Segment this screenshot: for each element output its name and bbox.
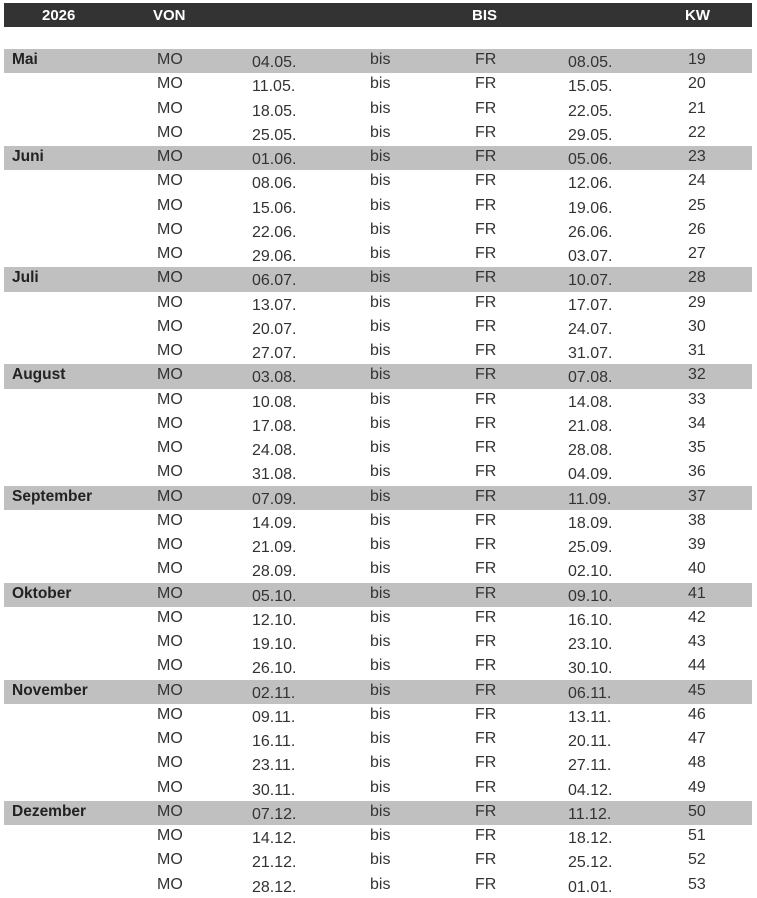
date-from: 17.08.	[252, 417, 297, 435]
month-first-row	[4, 49, 752, 73]
date-to: 06.11.	[568, 684, 612, 702]
weekday-fr: FR	[475, 269, 497, 287]
date-to: 01.01.	[568, 878, 613, 896]
date-to: 18.12.	[568, 830, 613, 847]
table-row	[4, 631, 752, 655]
bis-label: bis	[370, 730, 391, 747]
weekday-mo: MO	[157, 99, 183, 117]
month-label: Dezember	[12, 802, 87, 820]
date-from: 21.12.	[252, 854, 297, 872]
weekday-fr: FR	[475, 172, 497, 190]
kw-number: 50	[688, 802, 706, 820]
table-row	[4, 728, 752, 752]
bis-label: bis	[370, 245, 391, 262]
header-von: VON	[153, 7, 186, 24]
date-from: 08.06.	[252, 175, 297, 193]
kw-number: 19	[688, 51, 706, 68]
weekday-mo: MO	[157, 560, 183, 578]
month-first-row	[4, 801, 752, 825]
date-to: 20.11.	[568, 733, 612, 750]
weekday-fr: FR	[475, 196, 497, 214]
month-first-row	[4, 486, 752, 510]
date-from: 20.07.	[252, 320, 297, 338]
date-from: 10.08.	[252, 393, 297, 411]
date-to: 14.08.	[568, 393, 613, 411]
kw-number: 53	[688, 875, 706, 893]
date-from: 23.11.	[252, 757, 296, 775]
weekday-mo: MO	[157, 196, 183, 214]
date-to: 23.10.	[568, 636, 613, 653]
table-row	[4, 849, 752, 873]
weekday-mo: MO	[157, 342, 183, 359]
bis-label: bis	[370, 269, 391, 287]
bis-label: bis	[370, 487, 391, 505]
table-row	[4, 292, 752, 316]
date-from: 25.05.	[252, 126, 297, 144]
header-kw: KW	[685, 7, 710, 24]
weekday-fr: FR	[475, 487, 497, 505]
weekday-fr: FR	[475, 99, 497, 117]
weekday-mo: MO	[157, 608, 183, 626]
bis-label: bis	[370, 536, 391, 553]
date-from: 29.06.	[252, 248, 297, 265]
kw-number: 39	[688, 536, 706, 553]
weekday-mo: MO	[157, 487, 183, 505]
kw-number: 29	[688, 293, 706, 311]
bis-label: bis	[370, 827, 391, 844]
date-to: 22.05.	[568, 102, 613, 120]
weekday-mo: MO	[157, 536, 183, 553]
table-row	[4, 389, 752, 413]
date-to: 26.06.	[568, 223, 613, 241]
weekday-fr: FR	[475, 730, 497, 747]
weekday-fr: FR	[475, 123, 497, 141]
bis-label: bis	[370, 220, 391, 238]
table-row	[4, 461, 752, 485]
table-row	[4, 122, 752, 146]
weekday-mo: MO	[157, 51, 183, 68]
table-row	[4, 73, 752, 97]
date-to: 13.11.	[568, 708, 612, 726]
date-to: 15.05.	[568, 78, 613, 96]
weekday-mo: MO	[157, 681, 183, 699]
weekday-fr: FR	[475, 608, 497, 626]
bis-label: bis	[370, 633, 391, 650]
date-from: 11.05.	[252, 78, 296, 96]
date-to: 12.06.	[568, 175, 613, 193]
weekday-fr: FR	[475, 414, 497, 432]
weekday-mo: MO	[157, 584, 183, 602]
kw-number: 49	[688, 778, 706, 796]
weekday-fr: FR	[475, 536, 497, 553]
bis-label: bis	[370, 802, 391, 820]
bis-label: bis	[370, 681, 391, 699]
date-from: 04.05.	[252, 54, 297, 71]
bis-label: bis	[370, 851, 391, 869]
date-to: 30.10.	[568, 660, 613, 678]
date-to: 17.07.	[568, 296, 613, 314]
date-from: 26.10.	[252, 660, 297, 678]
date-from: 14.12.	[252, 830, 297, 847]
kw-number: 35	[688, 439, 706, 456]
month-first-row	[4, 583, 752, 607]
weekday-mo: MO	[157, 172, 183, 190]
table-row	[4, 340, 752, 364]
table-row	[4, 752, 752, 776]
bis-label: bis	[370, 754, 391, 772]
weekday-fr: FR	[475, 148, 497, 165]
bis-label: bis	[370, 875, 391, 893]
table-row	[4, 874, 752, 898]
table-row	[4, 777, 752, 801]
kw-number: 27	[688, 245, 706, 262]
bis-label: bis	[370, 366, 391, 384]
weekday-mo: MO	[157, 293, 183, 311]
date-to: 11.09.	[568, 490, 612, 508]
kw-number: 46	[688, 705, 706, 723]
date-from: 05.10.	[252, 587, 297, 605]
month-label: Oktober	[12, 584, 72, 602]
weekday-mo: MO	[157, 730, 183, 747]
calendar-week-table	[4, 49, 752, 898]
weekday-mo: MO	[157, 778, 183, 796]
weekday-fr: FR	[475, 560, 497, 578]
date-from: 06.07.	[252, 272, 297, 290]
date-to: 11.12.	[568, 805, 612, 823]
date-from: 03.08.	[252, 369, 297, 387]
date-to: 02.10.	[568, 563, 613, 581]
weekday-fr: FR	[475, 754, 497, 772]
weekday-fr: FR	[475, 657, 497, 675]
kw-number: 43	[688, 633, 706, 650]
weekday-mo: MO	[157, 875, 183, 893]
table-row	[4, 825, 752, 849]
table-header	[4, 3, 752, 27]
table-row	[4, 437, 752, 461]
bis-label: bis	[370, 414, 391, 432]
month-first-row	[4, 267, 752, 291]
date-from: 27.07.	[252, 345, 297, 362]
weekday-mo: MO	[157, 123, 183, 141]
weekday-mo: MO	[157, 633, 183, 650]
bis-label: bis	[370, 75, 391, 93]
kw-number: 25	[688, 196, 706, 214]
date-from: 09.11.	[252, 708, 296, 726]
kw-number: 30	[688, 317, 706, 335]
weekday-fr: FR	[475, 390, 497, 408]
weekday-fr: FR	[475, 317, 497, 335]
bis-label: bis	[370, 439, 391, 456]
kw-number: 28	[688, 269, 706, 287]
weekday-mo: MO	[157, 317, 183, 335]
table-row	[4, 655, 752, 679]
weekday-fr: FR	[475, 463, 497, 481]
month-first-row	[4, 680, 752, 704]
table-row	[4, 170, 752, 194]
table-row	[4, 243, 752, 267]
bis-label: bis	[370, 196, 391, 214]
date-to: 16.10.	[568, 611, 613, 629]
kw-number: 47	[688, 730, 706, 747]
date-from: 13.07.	[252, 296, 297, 314]
date-to: 18.09.	[568, 514, 613, 532]
month-label: September	[12, 487, 93, 505]
weekday-fr: FR	[475, 584, 497, 602]
kw-number: 42	[688, 608, 706, 626]
weekday-fr: FR	[475, 875, 497, 893]
table-row	[4, 558, 752, 582]
weekday-mo: MO	[157, 463, 183, 481]
month-label: November	[12, 681, 88, 699]
weekday-fr: FR	[475, 245, 497, 262]
date-to: 04.09.	[568, 466, 613, 484]
month-first-row	[4, 146, 752, 170]
month-first-row	[4, 364, 752, 388]
bis-label: bis	[370, 342, 391, 359]
weekday-mo: MO	[157, 414, 183, 432]
bis-label: bis	[370, 390, 391, 408]
date-from: 02.11.	[252, 684, 296, 702]
date-to: 03.07.	[568, 248, 613, 265]
weekday-fr: FR	[475, 681, 497, 699]
table-row	[4, 316, 752, 340]
bis-label: bis	[370, 778, 391, 796]
table-row	[4, 195, 752, 219]
bis-label: bis	[370, 317, 391, 335]
weekday-mo: MO	[157, 366, 183, 384]
date-from: 28.12.	[252, 878, 297, 896]
kw-number: 45	[688, 681, 706, 699]
weekday-mo: MO	[157, 269, 183, 287]
date-to: 09.10.	[568, 587, 613, 605]
weekday-fr: FR	[475, 633, 497, 650]
date-from: 07.09.	[252, 490, 297, 508]
bis-label: bis	[370, 148, 391, 165]
weekday-mo: MO	[157, 220, 183, 238]
date-from: 22.06.	[252, 223, 297, 241]
month-label: August	[12, 366, 66, 384]
table-row	[4, 534, 752, 558]
weekday-fr: FR	[475, 220, 497, 238]
kw-number: 48	[688, 754, 706, 772]
kw-number: 33	[688, 390, 706, 408]
table-row	[4, 704, 752, 728]
date-from: 16.11.	[252, 733, 296, 750]
weekday-mo: MO	[157, 439, 183, 456]
date-from: 19.10.	[252, 636, 297, 653]
weekday-mo: MO	[157, 827, 183, 844]
bis-label: bis	[370, 608, 391, 626]
kw-number: 22	[688, 123, 706, 141]
kw-number: 36	[688, 463, 706, 481]
date-to: 24.07.	[568, 320, 613, 338]
weekday-fr: FR	[475, 51, 497, 68]
weekday-mo: MO	[157, 754, 183, 772]
bis-label: bis	[370, 705, 391, 723]
date-from: 01.06.	[252, 151, 297, 168]
bis-label: bis	[370, 172, 391, 190]
weekday-mo: MO	[157, 390, 183, 408]
month-label: Juli	[12, 269, 39, 287]
kw-number: 52	[688, 851, 706, 869]
weekday-fr: FR	[475, 778, 497, 796]
date-from: 14.09.	[252, 514, 297, 532]
weekday-mo: MO	[157, 245, 183, 262]
kw-number: 21	[688, 99, 706, 117]
date-to: 31.07.	[568, 345, 613, 362]
weekday-fr: FR	[475, 293, 497, 311]
weekday-fr: FR	[475, 342, 497, 359]
weekday-mo: MO	[157, 705, 183, 723]
bis-label: bis	[370, 657, 391, 675]
kw-number: 38	[688, 511, 706, 529]
date-to: 10.07.	[568, 272, 613, 290]
kw-number: 51	[688, 827, 706, 844]
kw-number: 34	[688, 414, 706, 432]
date-from: 21.09.	[252, 539, 297, 556]
header-year: 2026	[42, 7, 76, 24]
month-label: Juni	[12, 148, 44, 165]
date-to: 04.12.	[568, 781, 613, 799]
weekday-fr: FR	[475, 851, 497, 869]
date-from: 30.11.	[252, 781, 296, 799]
kw-number: 40	[688, 560, 706, 578]
date-from: 18.05.	[252, 102, 297, 120]
date-to: 29.05.	[568, 126, 613, 144]
kw-number: 26	[688, 220, 706, 238]
kw-number: 20	[688, 75, 706, 93]
bis-label: bis	[370, 463, 391, 481]
weekday-mo: MO	[157, 75, 183, 93]
weekday-fr: FR	[475, 439, 497, 456]
date-to: 05.06.	[568, 151, 613, 168]
date-to: 25.12.	[568, 854, 613, 872]
kw-number: 41	[688, 584, 706, 602]
table-row	[4, 607, 752, 631]
date-to: 08.05.	[568, 54, 613, 71]
table-row	[4, 219, 752, 243]
kw-number: 37	[688, 487, 706, 505]
bis-label: bis	[370, 584, 391, 602]
table-row	[4, 510, 752, 534]
weekday-fr: FR	[475, 705, 497, 723]
kw-number: 23	[688, 148, 706, 165]
date-to: 07.08.	[568, 369, 613, 387]
weekday-fr: FR	[475, 366, 497, 384]
weekday-mo: MO	[157, 802, 183, 820]
kw-number: 44	[688, 657, 706, 675]
table-row	[4, 413, 752, 437]
weekday-fr: FR	[475, 75, 497, 93]
kw-number: 31	[688, 342, 706, 359]
date-to: 25.09.	[568, 539, 613, 556]
date-to: 19.06.	[568, 199, 613, 217]
date-from: 31.08.	[252, 466, 297, 484]
date-from: 24.08.	[252, 442, 297, 459]
weekday-mo: MO	[157, 148, 183, 165]
bis-label: bis	[370, 99, 391, 117]
date-to: 21.08.	[568, 417, 613, 435]
kw-number: 32	[688, 366, 706, 384]
bis-label: bis	[370, 511, 391, 529]
date-from: 07.12.	[252, 805, 297, 823]
weekday-mo: MO	[157, 851, 183, 869]
month-label: Mai	[12, 51, 38, 68]
date-from: 28.09.	[252, 563, 297, 581]
weekday-fr: FR	[475, 827, 497, 844]
table-row	[4, 98, 752, 122]
header-bis: BIS	[472, 7, 498, 24]
bis-label: bis	[370, 123, 391, 141]
bis-label: bis	[370, 560, 391, 578]
date-from: 15.06.	[252, 199, 297, 217]
date-to: 28.08.	[568, 442, 613, 459]
weekday-fr: FR	[475, 802, 497, 820]
date-from: 12.10.	[252, 611, 297, 629]
weekday-mo: MO	[157, 657, 183, 675]
weekday-fr: FR	[475, 511, 497, 529]
kw-number: 24	[688, 172, 706, 190]
bis-label: bis	[370, 51, 391, 68]
date-to: 27.11.	[568, 757, 612, 775]
weekday-mo: MO	[157, 511, 183, 529]
bis-label: bis	[370, 293, 391, 311]
